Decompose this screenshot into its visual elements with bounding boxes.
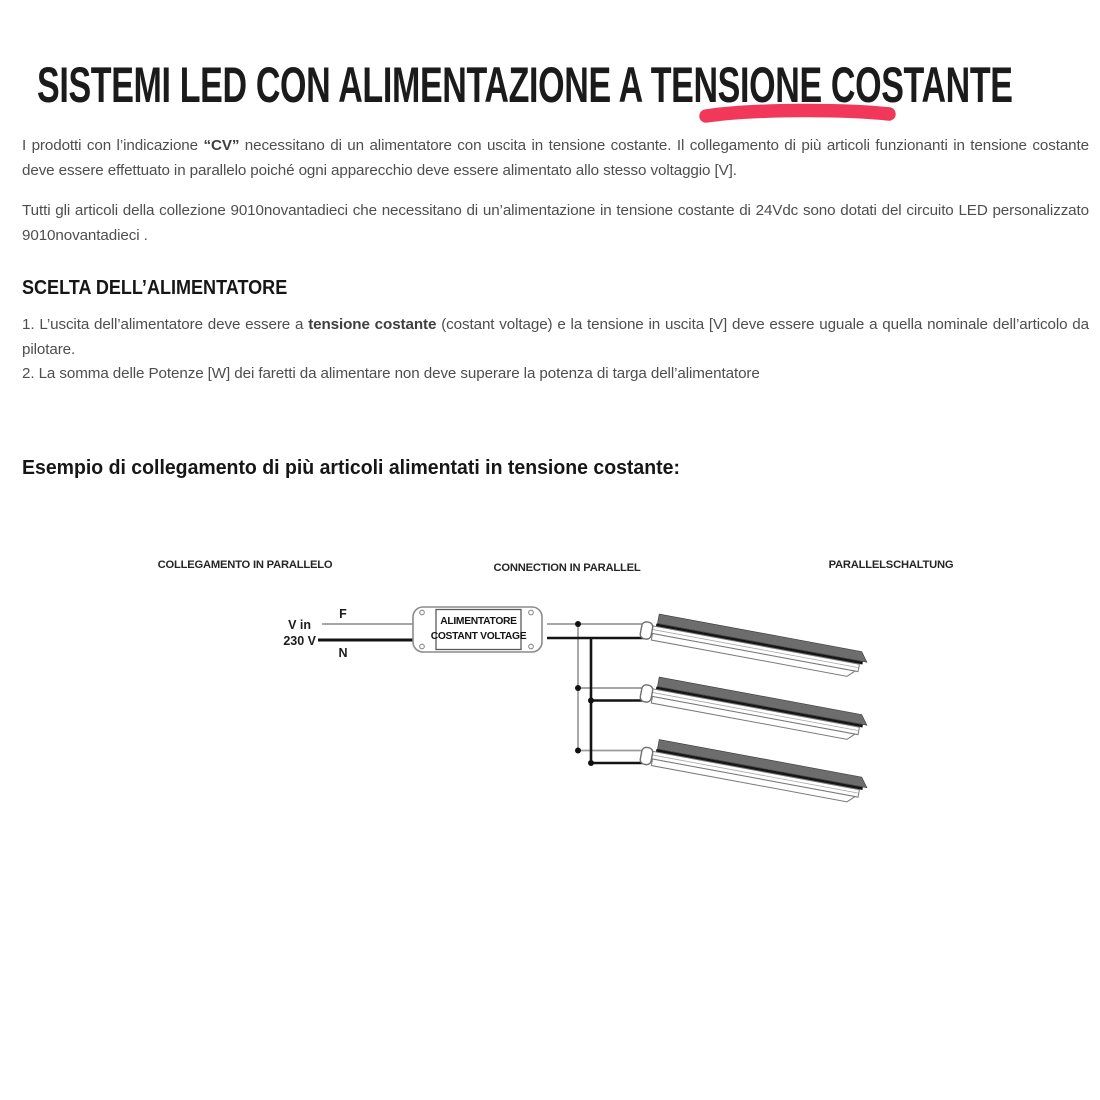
list-item-2: 2. La somma delle Potenze [W] dei faretti da alimentare non deve superare la potenza di targa dell’alimentatore: [22, 365, 760, 383]
page-title: [37, 57, 1100, 113]
section-heading-scelta: [22, 276, 323, 300]
red-marker-stroke: [706, 110, 889, 116]
intro-paragraph-2: Tutti gli articoli della collezione 9010novantadieci che necessitano di un’alimentazione in tensione costante di 24Vdc sono dotati del circuito LED personalizzato 9010novantadieci .: [22, 202, 1089, 244]
example-heading: [22, 456, 715, 480]
title-underline-marker: [695, 101, 900, 127]
intro-p1-bold-cv: “CV”: [203, 137, 240, 154]
phase-label: F: [339, 607, 347, 621]
led-strip-3: [640, 737, 869, 805]
intro-p1-after: necessitano di un alimentatore con uscita in tensione costante. Il collegamento di più articoli funzionanti in tensione costante deve essere effettuato in parallelo poiché ogni apparecchio deve essere alimentato allo stesso voltaggio [V].: [22, 137, 1089, 179]
list-item-1-bold: tensione costante: [308, 316, 437, 333]
list-item-1-before: 1. L’uscita dell’alimentatore deve essere a: [22, 316, 309, 333]
neutral-label: N: [338, 646, 348, 660]
screw-icon: [529, 610, 534, 615]
example-heading-text: Esempio di collegamento di più articoli alimentati in tensione costante:: [22, 456, 680, 479]
list-item-1-after: (costant voltage) e la tensione in uscita [V] deve essere uguale a quella nominale dell’articolo da pilotare.: [22, 316, 1089, 358]
diagram-label-italian: COLLEGAMENTO IN PARALLELO: [157, 559, 333, 571]
list-item-1: [22, 313, 1089, 362]
diagram-label-english: CONNECTION IN PARALLEL: [493, 562, 641, 574]
screw-icon: [420, 610, 425, 615]
input-voltage-label-line1: V in: [288, 618, 311, 632]
led-driver-box: [413, 607, 542, 652]
driver-label-line1: ALIMENTATORE: [440, 616, 517, 627]
wiring-diagram: [0, 540, 1100, 860]
input-voltage-label-line2: 230 V: [283, 634, 316, 648]
intro-paragraph-1: [22, 134, 1089, 183]
section-heading-scelta-text: SCELTA DELL’ALIMENTATORE: [22, 276, 288, 299]
wire-bus-thin: [547, 624, 645, 751]
intro-p1-before: I prodotti con l’indicazione: [22, 137, 204, 154]
led-strip-1: [640, 611, 869, 679]
wire-bus-thick: [547, 638, 648, 763]
screw-icon: [529, 644, 534, 649]
driver-label-line2: COSTANT VOLTAGE: [430, 631, 527, 642]
led-strip-2: [640, 674, 869, 742]
page-title-text: SISTEMI LED CON ALIMENTAZIONE A TENSIONE COSTANTE: [37, 57, 1013, 113]
selection-list: [22, 313, 1089, 387]
diagram-label-german: PARALLELSCHALTUNG: [828, 559, 954, 571]
screw-icon: [420, 644, 425, 649]
